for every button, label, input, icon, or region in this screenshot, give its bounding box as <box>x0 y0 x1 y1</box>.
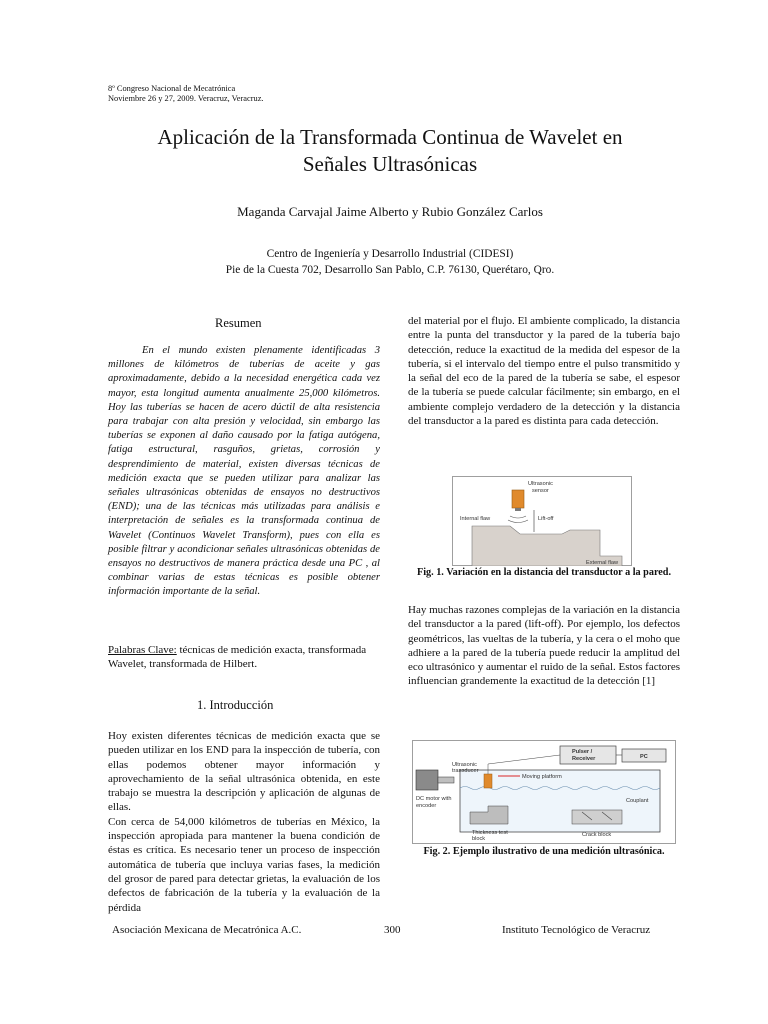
ultrasonic-transducer-icon <box>484 774 492 788</box>
conference-name: 8º Congreso Nacional de Mecatrónica <box>108 84 236 93</box>
label-crack-block: Crack block <box>582 832 612 838</box>
intro-paragraph-2: Con cerca de 54,000 kilómetros de tuberías en México, la inspección apropiada para mantener la buena condición de éstas es crítica. Es necesario tener un proceso de inspección automática de tubería que incluya varias fases, la medición del grosor de pared para detectar grietas, la evaluación de los defectos de fabricación de la tubería y la evaluación de la pérdida <box>108 815 380 914</box>
sensor-tip <box>515 508 521 511</box>
affiliation-address: Pie de la Cuesta 702, Desarrollo San Pablo, C.P. 76130, Querétaro, Qro. <box>225 264 555 276</box>
figure-2-caption: Fig. 2. Ejemplo ilustrativo de una medición ultrasónica. <box>423 846 665 857</box>
ultrasonic-sensor-icon <box>512 490 524 508</box>
figure-1-diagram <box>452 476 632 566</box>
label-transducer: Ultrasonic <box>452 762 477 768</box>
label-external-flaw: External flaw <box>586 560 619 566</box>
crack-block <box>572 810 622 824</box>
affiliation-institution: Centro de Ingeniería y Desarrollo Industrial (CIDESI) <box>266 248 514 260</box>
footer-right: Instituto Tecnológico de Veracruz <box>502 924 651 936</box>
label-transducer-2: transducer <box>452 768 479 774</box>
label-couplant: Couplant <box>626 798 649 804</box>
intro-paragraph-1: Hoy existen diferentes técnicas de medición exacta que se pueden utilizar en los END para la inspección de tubería, con ellas podemos obtener mayor información y aprovechamiento de la señal ultrasónica obtenida, en este trabajo se muestra la descripción y aplicación de algunas de ellas. <box>108 730 380 814</box>
keywords <box>108 643 380 671</box>
title-line-2: Señales Ultrasónicas <box>302 152 478 176</box>
affiliation <box>100 246 680 278</box>
abstract-text: En el mundo existen plenamente identificadas 3 millones de kilómetros de tuberías de aceite y gas aproximadamente, debido a la necesidad energética cada vez mayor, esta longitud aumenta anualmente 25,000 kilómetros. Hoy las tuberías se hacen de acero dúctil de alta resistencia para trabajar con alta presión y velocidad, sin embargo las tuberías se exponen al daño causado por la fatiga autógena, fatiga estructural, rasguños, grietas, corrosión y desprendimiento de material, existen diversas técnicas de medición exacta que se pueden utilizar para analizar las señales ultrasónicas obtenidas de ensayos no destructivos (END); una de las técnicas más utilizadas para análisis e interpretación de señales es la transformada continua de Wavelet (Continuos Wavelet Transform), pues con ella es posible filtrar y acondicionar señales ultrasónicas obtenidas de ensayos no destructivos de manera práctica desde una PC , al combinar varias de estas técnicas es posible obtener información importante de la señal. <box>108 345 380 598</box>
intro-heading: 1. Introducción <box>197 698 274 712</box>
abstract-heading: Resumen <box>215 316 262 330</box>
label-receiver: Receiver <box>572 756 596 762</box>
footer-left: Asociación Mexicana de Mecatrónica A.C. <box>112 924 302 936</box>
paper-title <box>100 124 680 178</box>
label-pc: PC <box>640 754 648 760</box>
page-number: 300 <box>384 924 401 936</box>
label-motor-2: encoder <box>416 803 437 809</box>
label-sensor: Ultrasonic <box>528 481 553 487</box>
label-motor: DC motor with <box>416 796 452 802</box>
authors: Maganda Carvajal Jaime Alberto y Rubio González Carlos <box>237 204 543 219</box>
label-pulser: Pulser / <box>572 749 593 755</box>
figure-2-diagram <box>412 740 676 844</box>
label-thickness-block: Thickness test <box>472 830 508 836</box>
label-sensor-2: sensor <box>532 488 549 494</box>
keywords-label: Palabras Clave: <box>108 644 177 656</box>
dc-motor-icon <box>416 770 438 790</box>
right-paragraph-2: Hay muchas razones complejas de la variación en la distancia del transductor a la pared (lift-off). Por ejemplo, los defectos geométricos, las vueltas de la tubería, y la cera o el moho que adhiere a la pared de la tubería puede reducir la amplitud del eco ultrasónico y aumentar el ruido de la señal. Estos factores influencian grandemente la exactitud de la detección [1] <box>408 604 680 688</box>
title-line-1: Aplicación de la Transformada Continua de Wavelet en <box>157 125 623 149</box>
label-moving-platform: Moving platform <box>522 774 562 780</box>
label-internal-flaw: Internal flaw <box>460 516 491 522</box>
conference-date: Noviembre 26 y 27, 2009. Veracruz, Veracruz. <box>108 94 264 103</box>
keywords-text: técnicas de medición exacta, transformada Wavelet, transformada de Hilbert. <box>108 644 367 670</box>
figure-1-caption: Fig. 1. Variación en la distancia del transductor a la pared. <box>416 567 672 578</box>
right-paragraph-1: del material por el flujo. El ambiente complicado, la distancia entre la punta del transductor y la pared de la tubería bajo detección, reduce la exactitud de la medida del espesor de la tubería, si el intervalo del tiempo entre el pulso transmitido y la señal del eco de la pared de la tubería se sabe, el espesor de la tubería se puede calcular fácilmente; sin embargo, en el ambiente complejo verdadero de la detección y la distancia del transductor a la pared es distinta para cada detección. <box>408 315 680 428</box>
conference-header <box>108 84 264 104</box>
motor-shaft <box>438 777 454 783</box>
label-thickness-block-2: block <box>472 836 486 842</box>
label-liftoff: Lift-off <box>538 516 554 522</box>
intro-body <box>108 729 380 915</box>
